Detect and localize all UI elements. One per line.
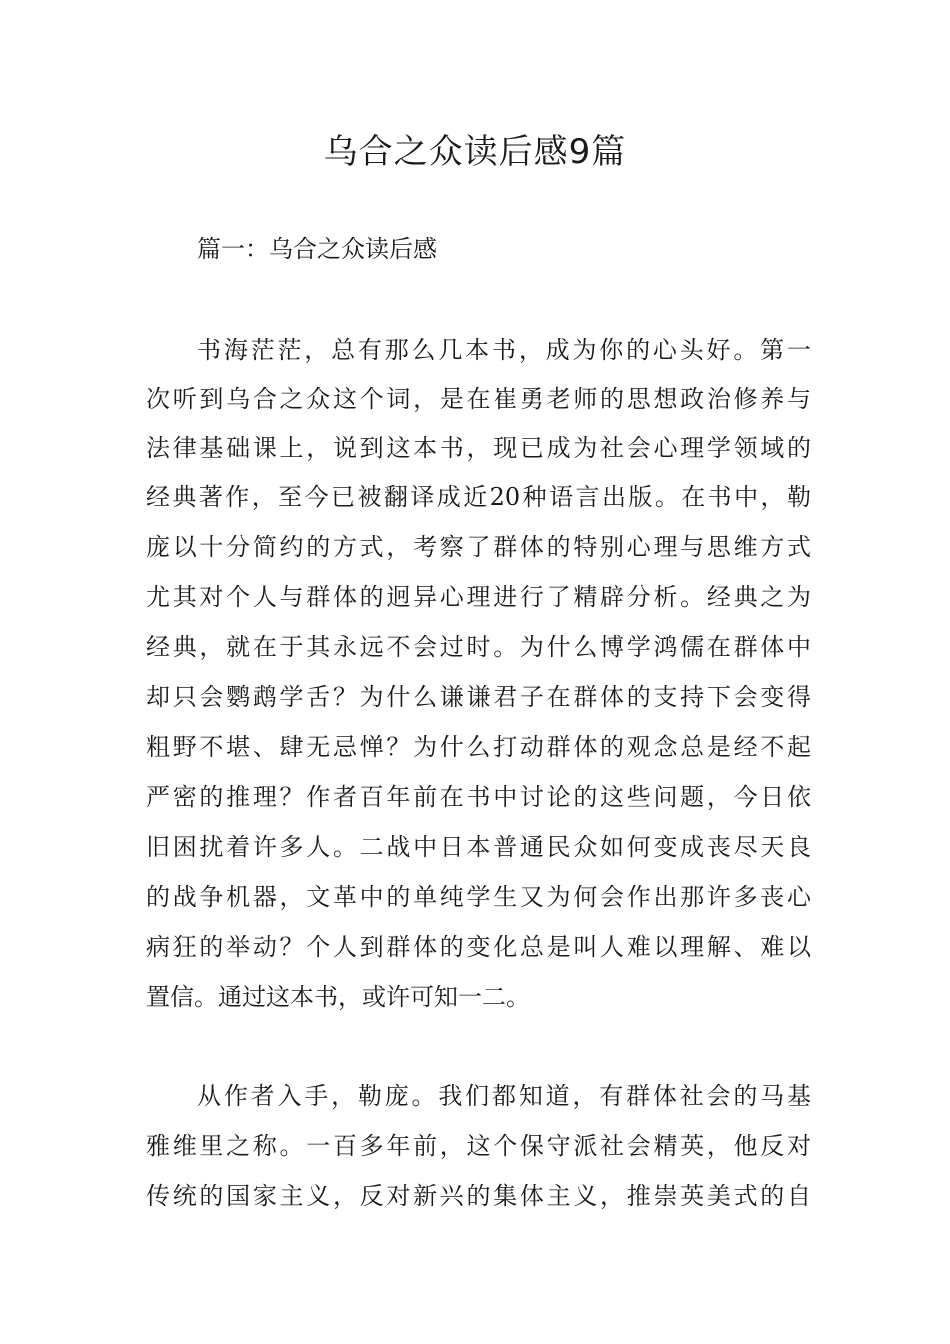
text-line: 尤其对个人与群体的迥异心理进行了精辟分析。经典之为 <box>146 583 811 611</box>
text-line: 次听到乌合之众这个词，是在崔勇老师的思想政治修养与 <box>146 385 811 413</box>
text-line: 法律基础课上，说到这本书，现已成为社会心理学领域的 <box>146 434 811 462</box>
text-line: 严密的推理？作者百年前在书中讨论的这些问题，今日依 <box>146 783 811 811</box>
text-line: 病狂的举动？个人到群体的变化总是叫人难以理解、难以 <box>146 933 811 961</box>
document-title: 乌合之众读后感9篇 <box>323 132 627 172</box>
text-line: 粗野不堪、肆无忌惮？为什么打动群体的观念总是经不起 <box>146 733 811 761</box>
text-line: 从作者入手，勒庞。我们都知道，有群体社会的马基 <box>197 1082 811 1110</box>
text-line: 置信。通过这本书，或许可知一二。 <box>146 983 530 1011</box>
text-line: 经典，就在于其永远不会过时。为什么博学鸿儒在群体中 <box>146 633 811 661</box>
text-line: 传统的国家主义，反对新兴的集体主义，推崇英美式的自 <box>146 1182 811 1210</box>
text-line: 经典著作，至今已被翻译成近20种语言出版。在书中，勒 <box>146 483 811 511</box>
text-line: 却只会鹦鹉学舌？为什么谦谦君子在群体的支持下会变得 <box>146 683 811 711</box>
section-heading: 篇一：乌合之众读后感 <box>197 235 437 263</box>
text-line: 雅维里之称。一百多年前，这个保守派社会精英，他反对 <box>146 1132 811 1160</box>
text-line: 旧困扰着许多人。二战中日本普通民众如何变成丧尽天良 <box>146 833 811 861</box>
text-line: 庞以十分简约的方式，考察了群体的特别心理与思维方式 <box>146 533 811 561</box>
text-line: 的战争机器，文革中的单纯学生又为何会作出那许多丧心 <box>146 883 811 911</box>
text-line: 书海茫茫，总有那么几本书，成为你的心头好。第一 <box>197 336 811 364</box>
